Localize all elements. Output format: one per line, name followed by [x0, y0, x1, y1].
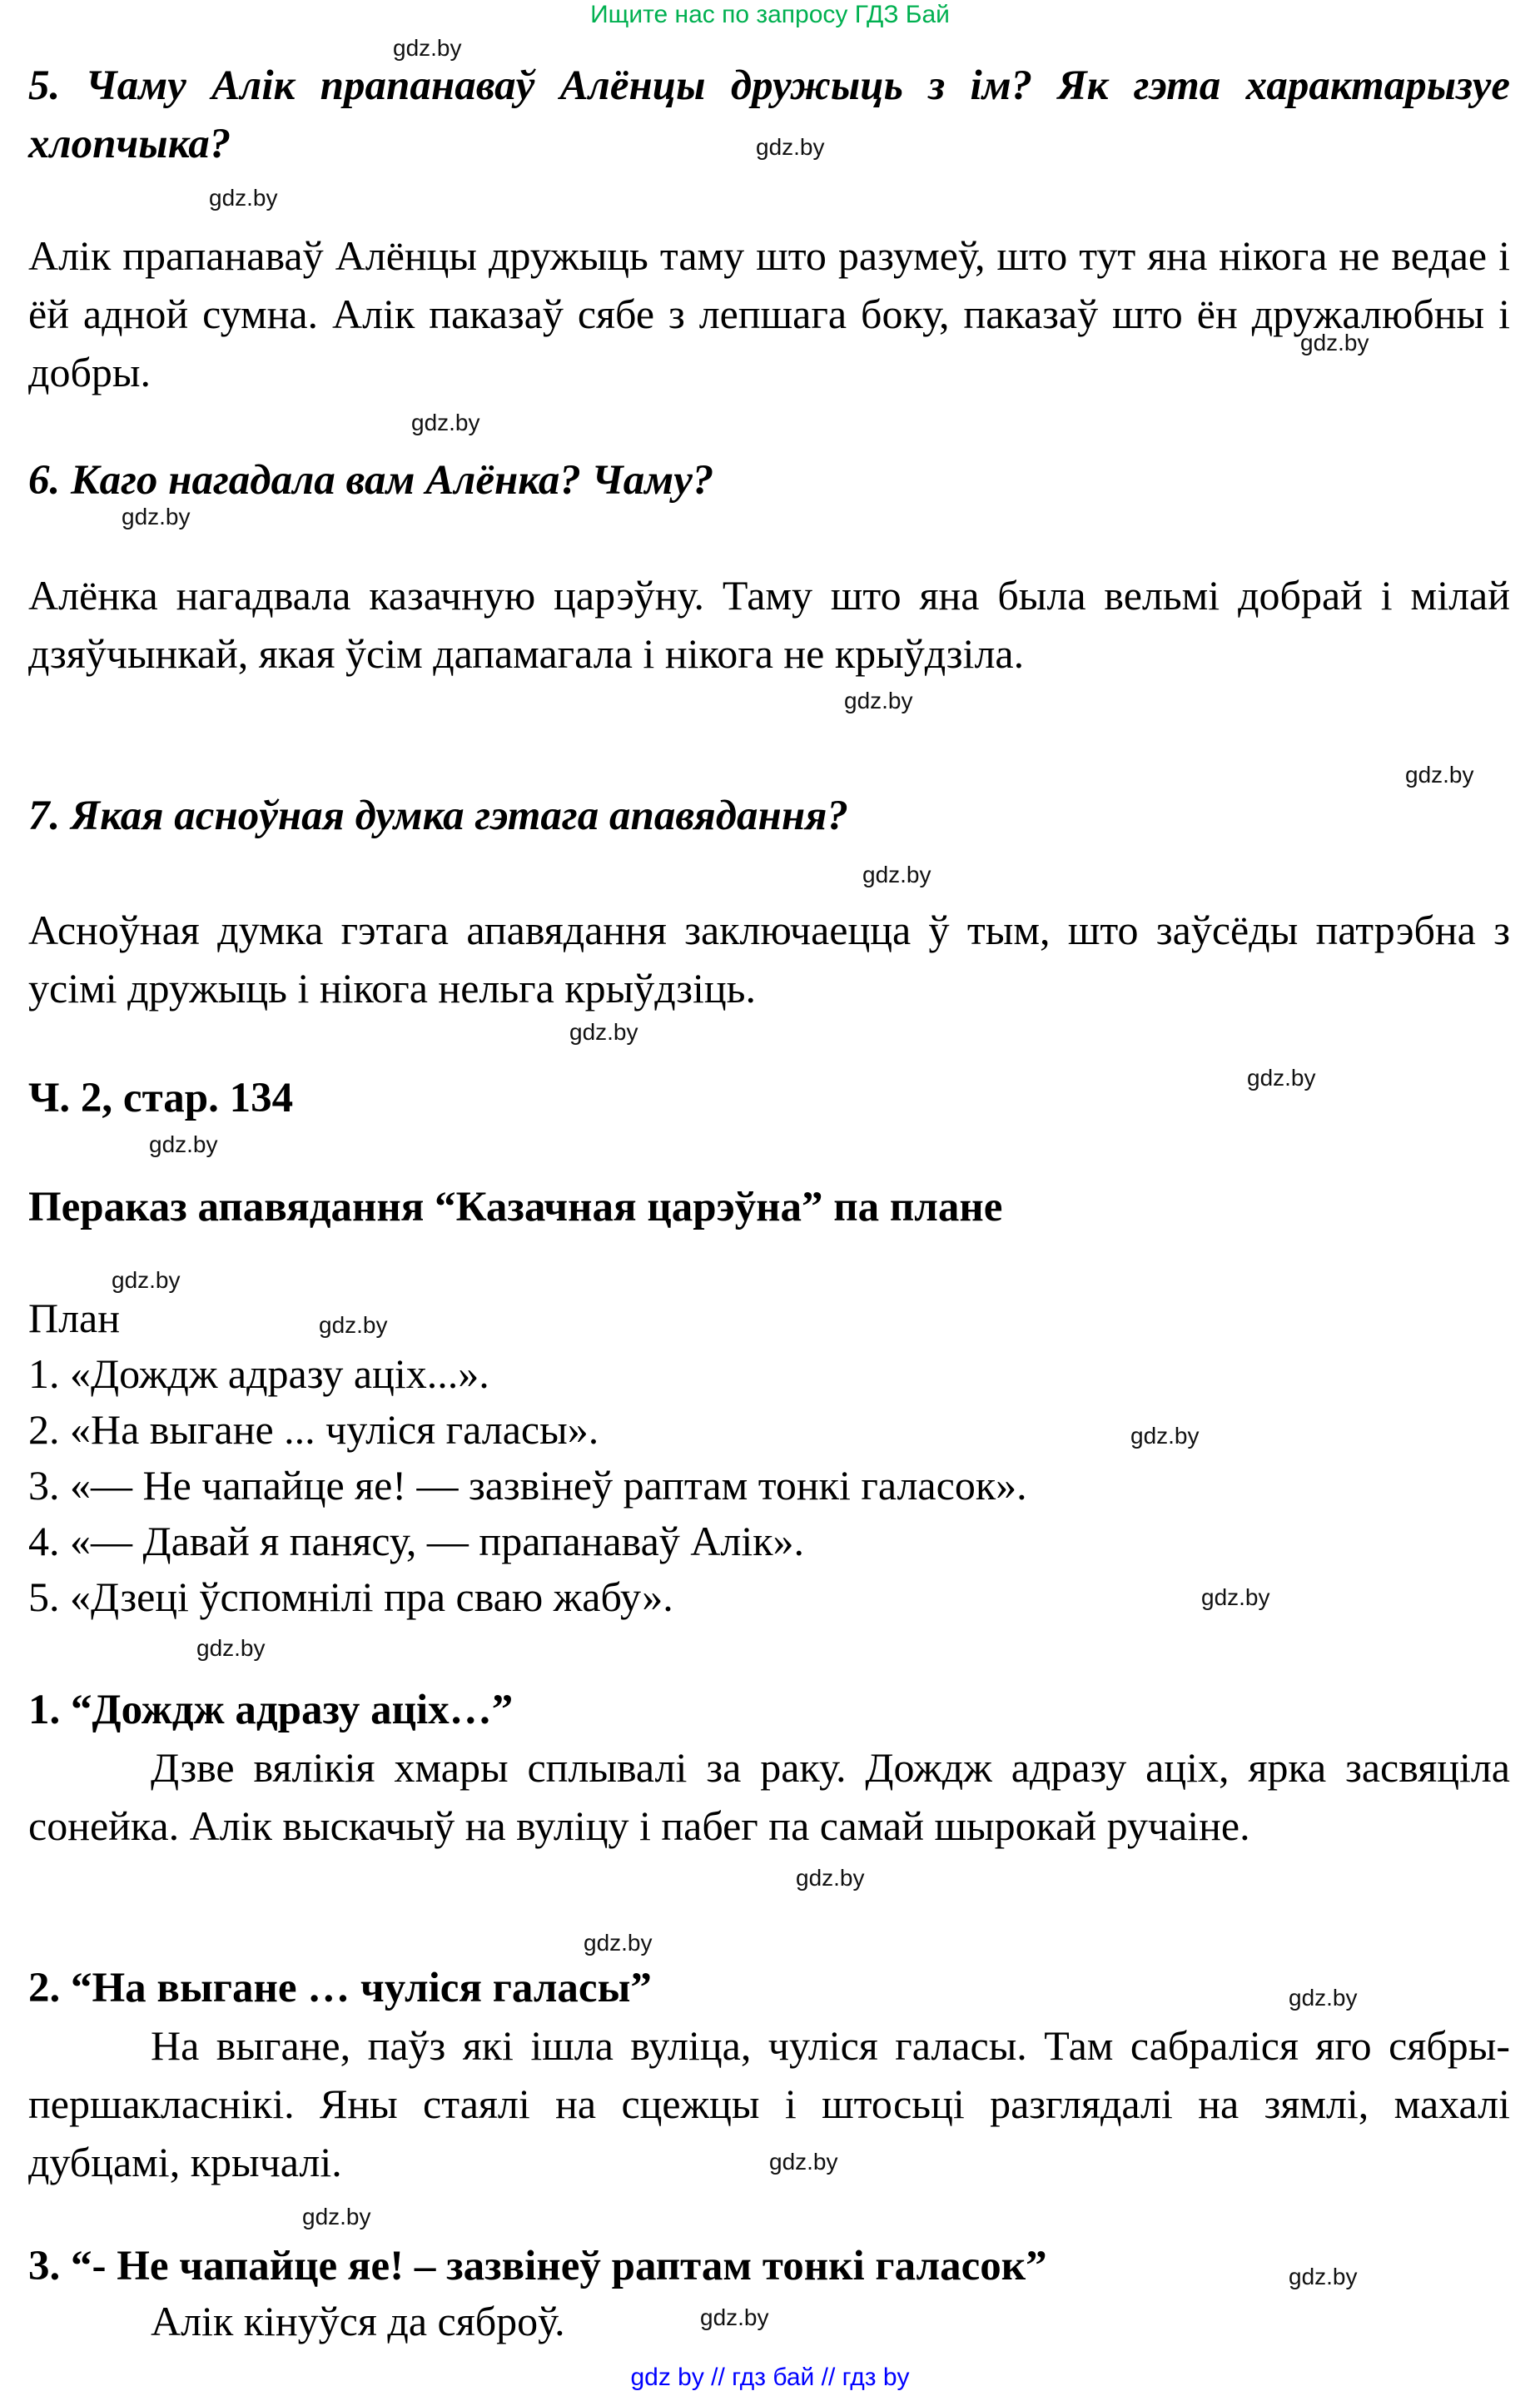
watermark: gdz.by [796, 1865, 865, 1891]
question-5: 5. Чаму Алік прапанаваў Алёнцы дружыць з ім? Як гэта характарызуе хлопчыка? [28, 62, 1510, 167]
watermark: gdz.by [1289, 2264, 1358, 2289]
plan-item: 3. «— Не чапайце яе! — зазвінеў раптам тонкі галасок». [28, 1462, 1027, 1509]
question-7: 7. Якая асноўная думка гэтага апавядання? [28, 793, 848, 839]
watermark: gdz.by [756, 134, 825, 160]
plan-item: 1. «Дождж адразу аціх...». [28, 1350, 489, 1397]
watermark: gdz.by [302, 2204, 371, 2230]
question-6: 6. Каго нагадала вам Алёнка? Чаму? [28, 457, 714, 504]
watermark: gdz.by [584, 1930, 653, 1956]
watermark: gdz.by [1130, 1423, 1200, 1449]
watermark: gdz.by [149, 1131, 218, 1157]
watermark: gdz.by [862, 862, 931, 887]
footer-links[interactable]: gdz by // гдз бай // гдз by [630, 2364, 910, 2391]
section-2-title: 2. “На выгане … чуліся галасы” [28, 1965, 652, 2011]
watermark: gdz.by [319, 1312, 388, 1338]
watermark: gdz.by [844, 688, 913, 713]
section-3-text: Алік кінуўся да сяброў. [151, 2298, 565, 2344]
retelling-heading: Пераказ апавядання “Казачная царэўна” па плане [28, 1184, 1003, 1230]
watermark: gdz.by [411, 410, 480, 435]
plan-item: 5. «Дзеці ўспомнілі пра сваю жабу». [28, 1573, 673, 1620]
section-3-title: 3. “- Не чапайце яе! – зазвінеў раптам тонкі галасок” [28, 2243, 1047, 2289]
plan-item: 4. «— Давай я панясу, — прапанаваў Алік». [28, 1518, 805, 1564]
section-1-title: 1. “Дождж адразу аціх…” [28, 1687, 514, 1733]
watermark: gdz.by [569, 1019, 638, 1045]
plan-item: 2. «На выгане ... чуліся галасы». [28, 1406, 599, 1453]
watermark: gdz.by [393, 35, 462, 61]
search-hint-banner[interactable]: Ищите нас по запросу ГДЗ Бай [590, 1, 950, 28]
watermark: gdz.by [209, 185, 278, 211]
watermark: gdz.by [1300, 330, 1369, 355]
section-2-text: На выгане, паўз які ішла вуліца, чуліся галасы. Там сабраліся яго сябры-першакласнікі. Яны стаялі на сцежцы і штосьці разглядалі на зямлі, махалі дубцамі, крычалі. [28, 2022, 1510, 2185]
answer-5: Алік прапанаваў Алёнцы дружыць таму што разумеў, што тут яна нікога не ведае і ёй адной сумна. Алік паказаў сябе з лепшага боку, паказаў што ён дружалюбны і добры. [28, 232, 1510, 395]
watermark: gdz.by [769, 2149, 838, 2175]
part-page-heading: Ч. 2, стар. 134 [28, 1075, 294, 1121]
watermark: gdz.by [112, 1267, 181, 1293]
watermark: gdz.by [1201, 1584, 1270, 1610]
answer-6: Алёнка нагадвала казачную царэўну. Таму што яна была вельмі добрай і мілай дзяўчынкай, якая ўсім дапамагала і нікога не крыўдзіла. [28, 572, 1510, 677]
answer-7: Асноўная думка гэтага апавядання заключаецца ў тым, што заўсёды патрэбна з усімі дружыць і нікога нельга крыўдзіць. [28, 907, 1510, 1012]
watermark: gdz.by [196, 1635, 266, 1661]
watermark: gdz.by [1247, 1065, 1316, 1091]
watermark: gdz.by [700, 2304, 769, 2330]
watermark: gdz.by [1289, 1985, 1358, 2011]
watermark: gdz.by [1405, 762, 1474, 788]
section-1-text: Дзве вялікія хмары сплывалі за раку. Дождж адразу аціх, ярка засвяціла сонейка. Алік выскачыў на вуліцу і пабег па самай шырокай ручаіне. [28, 1744, 1510, 1849]
plan-title: План [28, 1295, 121, 1341]
watermark: gdz.by [122, 504, 191, 529]
